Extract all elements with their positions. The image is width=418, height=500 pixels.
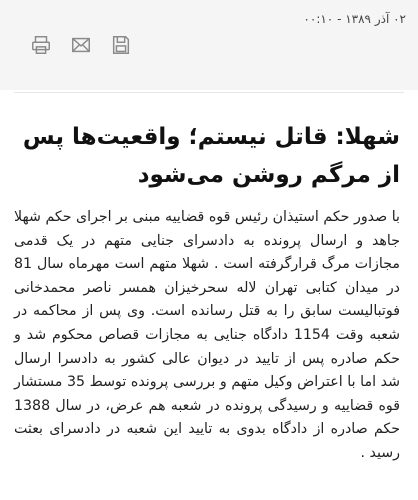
save-icon[interactable] (110, 34, 132, 56)
article-body: با صدور حکم استیذان رئیس قوه قضاییه مبنی بر اجرای حکم شهلا جاهد و ارسال پرونده به دادسرای جنایی متهم در یک قدمی مجازات مرگ قرارگرفته است . شهلا متهم است مهرماه سال 81 در میدان کتابی تهران لاله سحرخیزان همسر ناصر محمدخانی فوتبالیست سابق را به قتل رسانده است. وی پس از محاکمه در شعبه وقت 1154 دادگاه جنایی به مجازات قصاص محکوم شد و حکم صادره پس از تایید در دیوان عالی کشور به دادسرا ارسال شد اما با اعتراض وکیل متهم و بررسی پرونده توسط 35 مستشار قوه قضاییه و رسیدگی پرونده در شعبه هم عرض، در سال 1388 حکم صادره از دادگاه بدوی به تایید این شعبه در دادسرای بعثت رسید . (14, 209, 400, 461)
email-icon[interactable] (70, 34, 92, 56)
print-icon[interactable] (30, 34, 52, 56)
article-toolbar (0, 0, 418, 90)
article-date: ۰۲ آذر ۱۳۸۹ - ۰۰:۱۰ (303, 12, 406, 26)
article-title: شهلا: قاتل نیستم؛ واقعیت‌ها پس از مرگم روشن می‌شود (22, 124, 400, 188)
share-actions (30, 34, 132, 56)
divider (14, 92, 404, 93)
